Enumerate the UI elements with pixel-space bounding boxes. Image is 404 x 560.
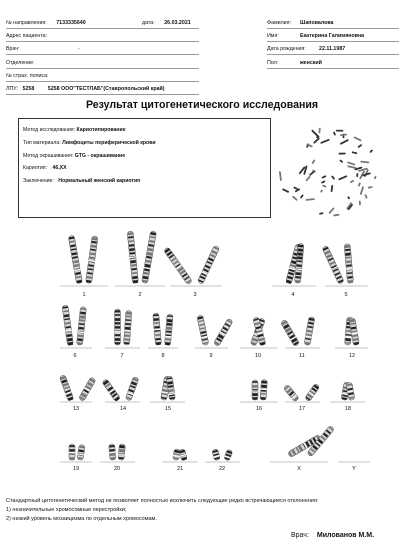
chromosome	[211, 449, 220, 461]
chromosome-label: 15	[164, 406, 172, 412]
birth-label: Дата рождения:	[267, 46, 306, 52]
chromosome	[163, 247, 192, 285]
page-title: Результат цитогенетического исследования	[85, 99, 319, 111]
metaphase-chromosome	[319, 212, 324, 215]
sex-value: женский	[300, 60, 322, 66]
conclusion-value: Нормальный женский кариотип	[58, 178, 141, 184]
chromosome-label: 18	[344, 406, 352, 412]
doctor-label: Врач:	[6, 46, 20, 52]
metaphase-chromosome	[340, 139, 349, 145]
metaphase-chromosome	[313, 137, 320, 144]
chromosome	[127, 231, 139, 284]
chromosome-label: 17	[298, 406, 306, 412]
metaphase-chromosome	[347, 196, 350, 200]
metaphase-chromosome	[360, 161, 369, 164]
lpu-label: ЛПУ:	[6, 86, 19, 92]
chromosome	[59, 374, 74, 401]
chromosome	[260, 379, 268, 400]
metaphase-chromosome	[352, 151, 358, 154]
chromosome	[252, 380, 259, 400]
disclaimer-line-1: Стандартный цитогенетический метод не позволяет полностью исключить следующие редко встречающиеся отклонения:	[6, 498, 319, 504]
chromosome-label: 14	[119, 406, 127, 412]
department-label: Отделение:	[6, 60, 35, 66]
method-label: Метод исследования:	[23, 127, 76, 133]
chromosome	[114, 309, 121, 345]
metaphase-chromosome	[353, 136, 361, 141]
signature-value: Милованов М.М.	[316, 532, 375, 539]
metaphase-chromosome	[350, 180, 355, 184]
metaphase-chromosome	[311, 159, 315, 164]
chromosome	[178, 448, 187, 460]
metaphase-chromosome	[305, 198, 314, 201]
chromosome-label: 5	[344, 292, 348, 298]
chromosome-label: 20	[113, 466, 121, 472]
chromosome	[108, 444, 116, 461]
chromosome-label: 21	[176, 466, 184, 472]
chromosome-label: 3	[193, 292, 197, 298]
chromosome	[123, 310, 132, 345]
doctor-value: -	[78, 46, 80, 52]
date-value: 26.03.2021	[164, 20, 191, 26]
metaphase-chromosome	[339, 159, 343, 163]
metaphase-chromosome	[321, 180, 326, 184]
chromosome	[68, 235, 83, 284]
metaphase-chromosome	[357, 144, 362, 148]
metaphase-chromosome	[360, 186, 364, 195]
chromosome	[172, 449, 180, 461]
metaphase-chromosome	[331, 175, 335, 180]
chromosome-label: 19	[72, 466, 80, 472]
chromosome	[304, 383, 320, 402]
chromosome	[152, 313, 161, 345]
chromosome	[197, 245, 220, 284]
metaphase-chromosome	[359, 201, 361, 206]
name-value: Екатерина Галимяновна	[300, 33, 365, 39]
metaphase-chromosome	[338, 175, 347, 180]
chromosome-label: 9	[209, 353, 213, 359]
metaphase-chromosome	[319, 128, 321, 134]
chromosome	[322, 245, 345, 284]
chromosome-label: 13	[72, 406, 80, 412]
material-value: Лимфоциты периферической крови	[62, 140, 156, 146]
metaphase-chromosome	[374, 176, 377, 180]
chromosome	[78, 377, 96, 402]
chromosome-label: 10	[254, 353, 262, 359]
chromosome	[164, 314, 173, 345]
chromosome-label: 8	[161, 353, 165, 359]
metaphase-spread-image	[279, 128, 377, 217]
chromosome-label: 6	[73, 353, 77, 359]
metaphase-chromosome	[369, 149, 373, 153]
chromosome	[76, 307, 87, 346]
date-label: дата:	[142, 20, 155, 26]
chromosome	[280, 319, 300, 347]
chromosome-pairs	[59, 231, 370, 462]
chromosome	[125, 376, 139, 401]
metaphase-chromosome	[336, 130, 344, 132]
sex-label: Пол:	[267, 60, 279, 66]
metaphase-chromosome	[333, 214, 339, 217]
metaphase-chromosome	[364, 194, 368, 199]
chromosome	[197, 315, 210, 346]
metaphase-chromosome	[305, 176, 311, 182]
lpu-code: 5258	[22, 86, 35, 92]
metaphase-chromosome	[320, 189, 323, 193]
referral-label: № направления:	[6, 20, 47, 26]
referral-value: 7133335640	[56, 20, 86, 26]
metaphase-chromosome	[328, 207, 334, 214]
chromosome	[85, 236, 98, 284]
chromosome-label: 2	[138, 292, 142, 298]
karyotype-value: 46,XX	[52, 165, 67, 171]
chromosome-label: Y	[352, 466, 356, 472]
metaphase-chromosome	[292, 196, 298, 201]
disclaimer-line-3: 2) низкий уровень мозаицизма по отдельным хромосомам.	[6, 516, 157, 522]
chromosome	[69, 444, 76, 460]
metaphase-chromosome	[338, 153, 345, 155]
conclusion-label: Заключение:	[23, 178, 54, 184]
chromosome	[118, 444, 126, 461]
metaphase-chromosome	[347, 165, 357, 169]
method-value: Кариотипирование	[76, 127, 126, 133]
metaphase-chromosome	[358, 182, 361, 186]
lpu-value: 5258 ООО"ТЕСТЛАБ"(Ставропольский край)	[47, 86, 165, 92]
metaphase-chromosome	[282, 188, 289, 193]
metaphase-chromosome	[321, 175, 326, 179]
signature-label: Врач:	[291, 532, 309, 539]
metaphase-chromosome	[279, 171, 282, 181]
chromosome	[223, 449, 233, 461]
address-label: Адрес пациента:	[6, 33, 48, 39]
name-label: Имя:	[267, 33, 279, 39]
chromosome-label: 1	[82, 292, 86, 298]
chromosome-label: X	[297, 466, 301, 472]
insurance-label: № страх. полиса:	[6, 73, 49, 79]
metaphase-chromosome	[309, 171, 315, 176]
birth-value: 22.11.1987	[319, 46, 346, 52]
chromosome	[283, 384, 300, 402]
chromosome-label: 22	[218, 466, 226, 472]
metaphase-chromosome	[356, 173, 358, 177]
metaphase-chromosome	[368, 186, 373, 189]
signature	[291, 532, 374, 539]
chromosome-label: 16	[255, 406, 263, 412]
chromosome	[141, 231, 157, 284]
chromosome	[213, 318, 233, 347]
material-label: Тип материала:	[23, 140, 61, 146]
chromosome	[344, 244, 354, 284]
surname-label: Фамилия:	[267, 20, 291, 26]
metaphase-chromosome	[347, 161, 355, 165]
metaphase-chromosome	[320, 139, 330, 144]
chromosome-label: 11	[299, 353, 305, 359]
metaphase-chromosome	[333, 131, 336, 135]
staining-label: Метод окрашивания:	[23, 153, 74, 159]
surname-value: Шаповалова	[300, 20, 334, 26]
chromosome	[77, 444, 86, 460]
chromosome-label: 4	[291, 292, 295, 298]
chromosome	[304, 316, 315, 345]
staining-value: GTG - окрашивание	[74, 153, 126, 159]
karyotype-label: Кариотип:	[23, 165, 47, 171]
chromosome-label: 12	[348, 353, 356, 359]
chromosome	[102, 378, 121, 401]
chromosome	[62, 305, 74, 346]
metaphase-chromosome	[331, 185, 334, 192]
chromosome-label: 7	[120, 353, 124, 359]
disclaimer-line-2: 1) незначительные хромосомные перестройки;	[6, 507, 127, 513]
metaphase-chromosome	[300, 194, 304, 199]
metaphase-chromosome	[322, 185, 326, 188]
